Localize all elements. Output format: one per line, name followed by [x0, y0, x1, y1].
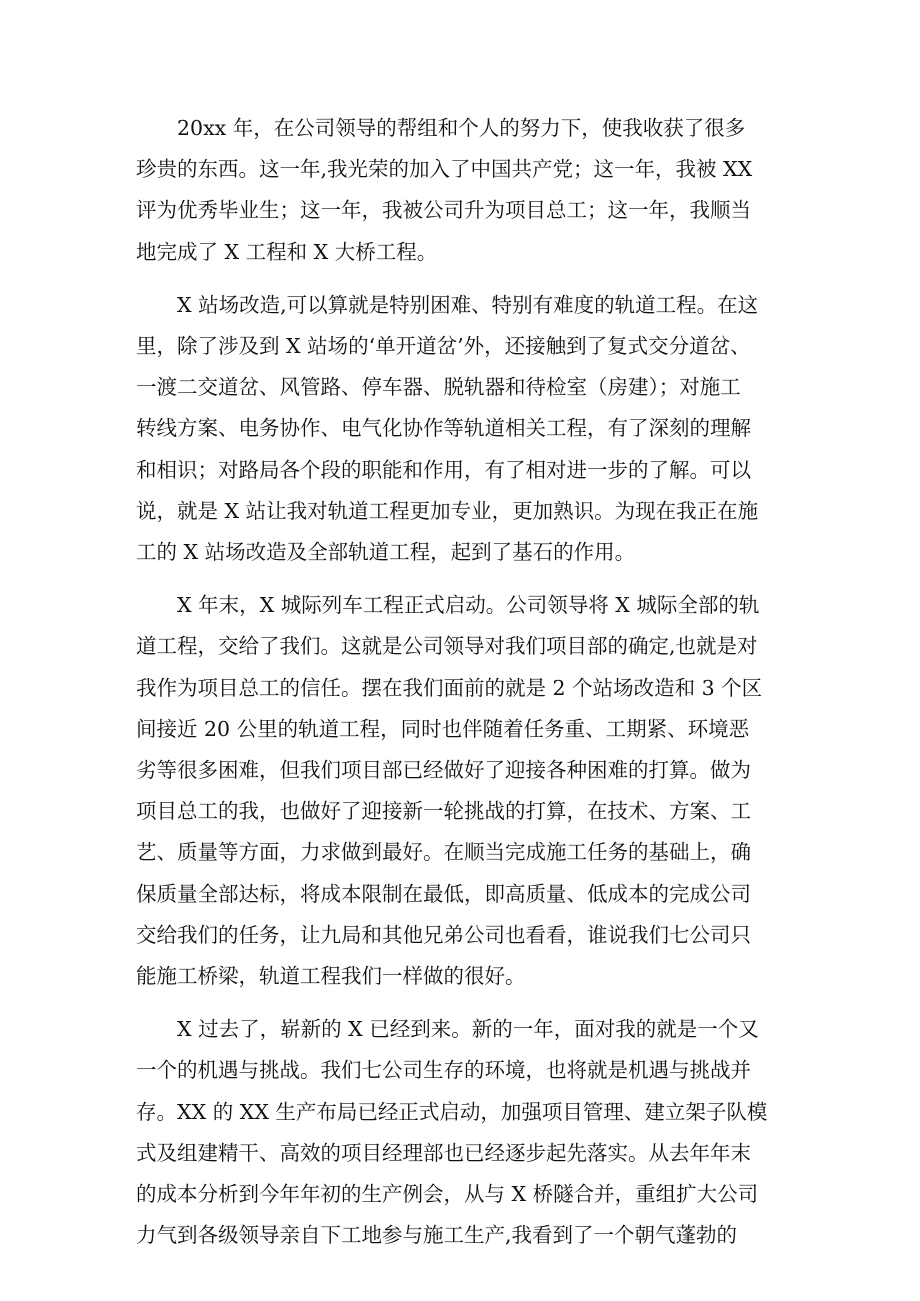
- text-line: 20xx 年，在公司领导的帮组和个人的努力下，使我收获了很多: [136, 116, 746, 140]
- text-line: 交给我们的任务，让九局和其他兄弟公司也看看，谁说我们七公司只: [136, 922, 751, 947]
- text-line: 式及组建精干、高效的项目经理部也已经逐步起先落实。从去年年末: [136, 1140, 751, 1165]
- paragraph-1: [136, 108, 790, 273]
- text-line: 珍贵的东西。这一年,我光荣的加入了中国共产党；这一年，我被 XX: [136, 157, 753, 182]
- paragraph-4: [136, 1009, 790, 1256]
- text-line: 我作为项目总工的信任。摆在我们面前的就是 2 个站场改造和 3 个区: [136, 675, 763, 700]
- text-line: 项目总工的我，也做好了迎接新一轮挑战的打算，在技术、方案、工: [136, 799, 751, 824]
- text-line: 艺、质量等方面，力求做到最好。在顺当完成施工任务的基础上，确: [136, 840, 751, 865]
- text-line: 里，除了涉及到 X 站场的‘单开道岔’外，还接触到了复式交分道岔、: [136, 334, 751, 359]
- text-line: 工的 X 站场改造及全部轨道工程，起到了基石的作用。: [136, 540, 636, 565]
- text-line: 一个的机遇与挑战。我们七公司生存的环境，也将就是机遇与挑战并: [136, 1058, 751, 1083]
- text-line: 劣等很多困难，但我们项目部已经做好了迎接各种困难的打算。做为: [136, 758, 751, 783]
- paragraph-2: [136, 285, 790, 573]
- text-line: 存。XX 的 XX 生产布局已经正式启动，加强项目管理、建立架子队模: [136, 1099, 768, 1124]
- document-body: [136, 108, 790, 1268]
- text-line: 道工程，交给了我们。这就是公司领导对我们项目部的确定,也就是对: [136, 634, 758, 659]
- text-line: 地完成了 X 工程和 X 大桥工程。: [136, 239, 438, 264]
- text-line: 的成本分析到今年年初的生产例会，从与 X 桥隧合并，重组扩大公司: [136, 1182, 759, 1207]
- text-line: 转线方案、电务协作、电气化协作等轨道相关工程，有了深刻的理解: [136, 416, 751, 441]
- paragraph-3: [136, 585, 790, 997]
- text-line: X 过去了，崭新的 X 已经到来。新的一年，面对我的就是一个又: [136, 1017, 759, 1042]
- text-line: 保质量全部达标，将成本限制在最低，即高质量、低成本的完成公司: [136, 881, 751, 906]
- text-line: 和相识；对路局各个段的职能和作用，有了相对进一步的了解。可以: [136, 457, 751, 482]
- text-line: 一渡二交道岔、风管路、停车器、脱轨器和待检室（房建）；对施工: [136, 375, 741, 400]
- text-line: 间接近 20 公里的轨道工程，同时也伴随着任务重、工期紧、环境恶: [136, 716, 750, 741]
- text-line: 评为优秀毕业生；这一年，我被公司升为项目总工；这一年，我顺当: [136, 198, 751, 223]
- text-line: 能施工桥梁，轨道工程我们一样做的很好。: [136, 964, 526, 989]
- text-line: 说，就是 X 站让我对轨道工程更加专业，更加熟识。为现在我正在施: [136, 498, 759, 523]
- text-line: 力气到各级领导亲自下工地参与施工生产,我看到了一个朝气蓬勃的: [136, 1223, 738, 1248]
- text-line: X 站场改造,可以算就是特别困难、特别有难度的轨道工程。在这: [136, 292, 759, 317]
- text-line: X 年末，X 城际列车工程正式启动。公司领导将 X 城际全部的轨: [136, 593, 760, 618]
